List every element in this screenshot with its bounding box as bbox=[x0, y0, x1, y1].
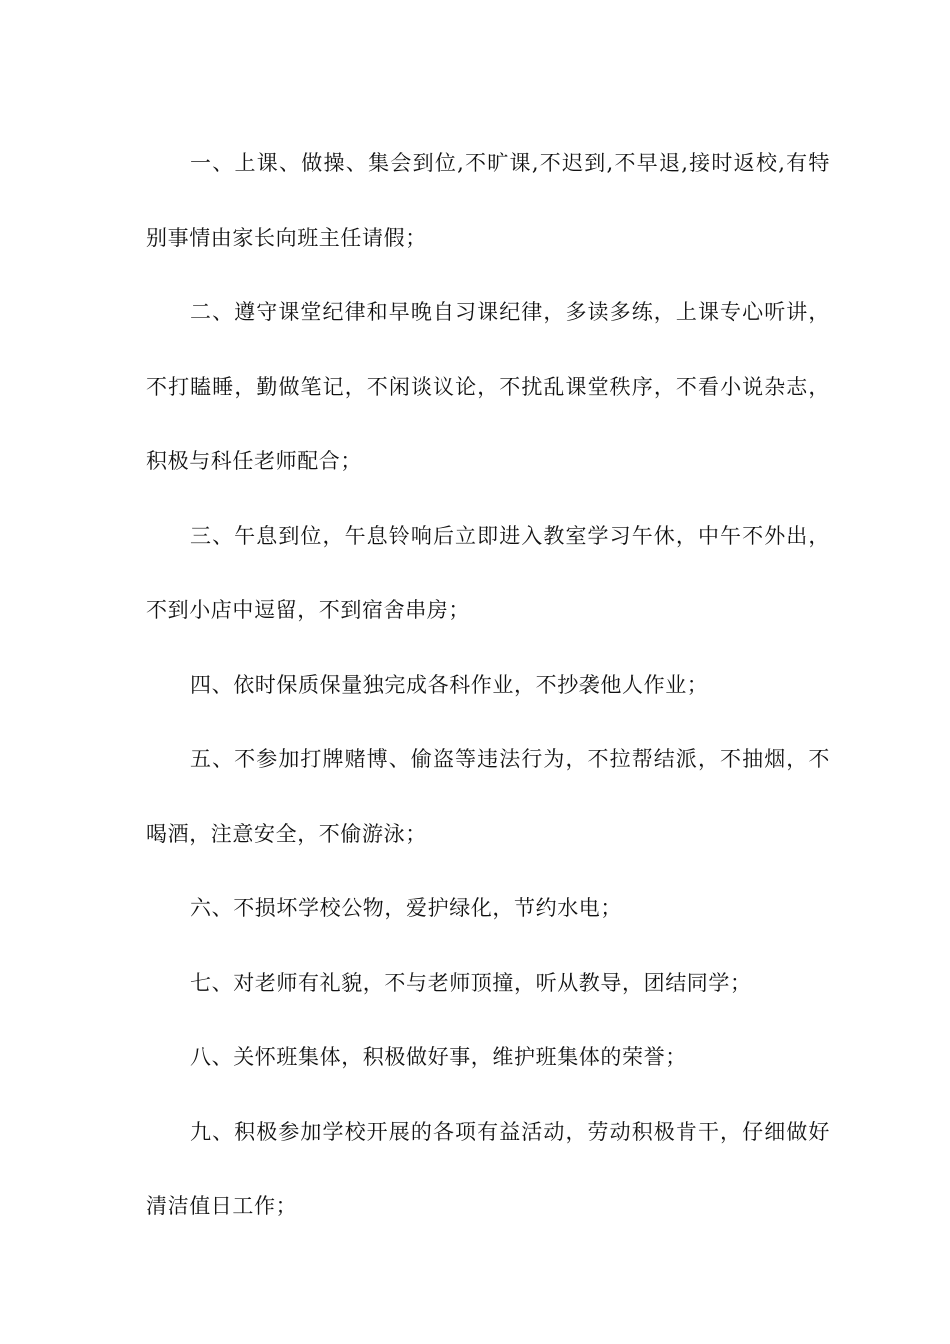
rule-paragraph-6: 六、不损坏学校公物，爱护绿化，节约水电； bbox=[190, 896, 622, 920]
rule-paragraph-3: 三、午息到位，午息铃响后立即进入教室学习午休，中午不外出，不到小店中逗留，不到宿舍串房； bbox=[146, 523, 830, 622]
rule-paragraph-4: 四、依时保质保量独完成各科作业，不抄袭他人作业； bbox=[190, 672, 709, 697]
rule-paragraph-8: 八、关怀班集体，积极做好事，维护班集体的荣誉； bbox=[190, 1045, 687, 1069]
rule-paragraph-9: 九、积极参加学校开展的各项有益活动，劳动积极肯干，仔细做好清洁值日工作； bbox=[146, 1119, 830, 1218]
document-body bbox=[146, 126, 830, 1244]
rule-paragraph-1: 一、上课、做操、集会到位,不旷课,不迟到,不早退,接时返校,有特别事情由家长向班主任请假； bbox=[146, 151, 830, 250]
rule-paragraph-5: 五、不参加打牌赌博、偷盗等违法行为，不拉帮结派，不抽烟，不喝酒，注意安全，不偷游泳； bbox=[146, 747, 830, 846]
rule-paragraph-2: 二、遵守课堂纪律和早晚自习课纪律，多读多练，上课专心听讲，不打瞌睡，勤做笔记，不闲谈议论，不扰乱课堂秩序，不看小说杂志，积极与科任老师配合； bbox=[146, 300, 830, 473]
rule-paragraph-7: 七、对老师有礼貌，不与老师顶撞，听从教导，团结同学； bbox=[190, 970, 752, 995]
